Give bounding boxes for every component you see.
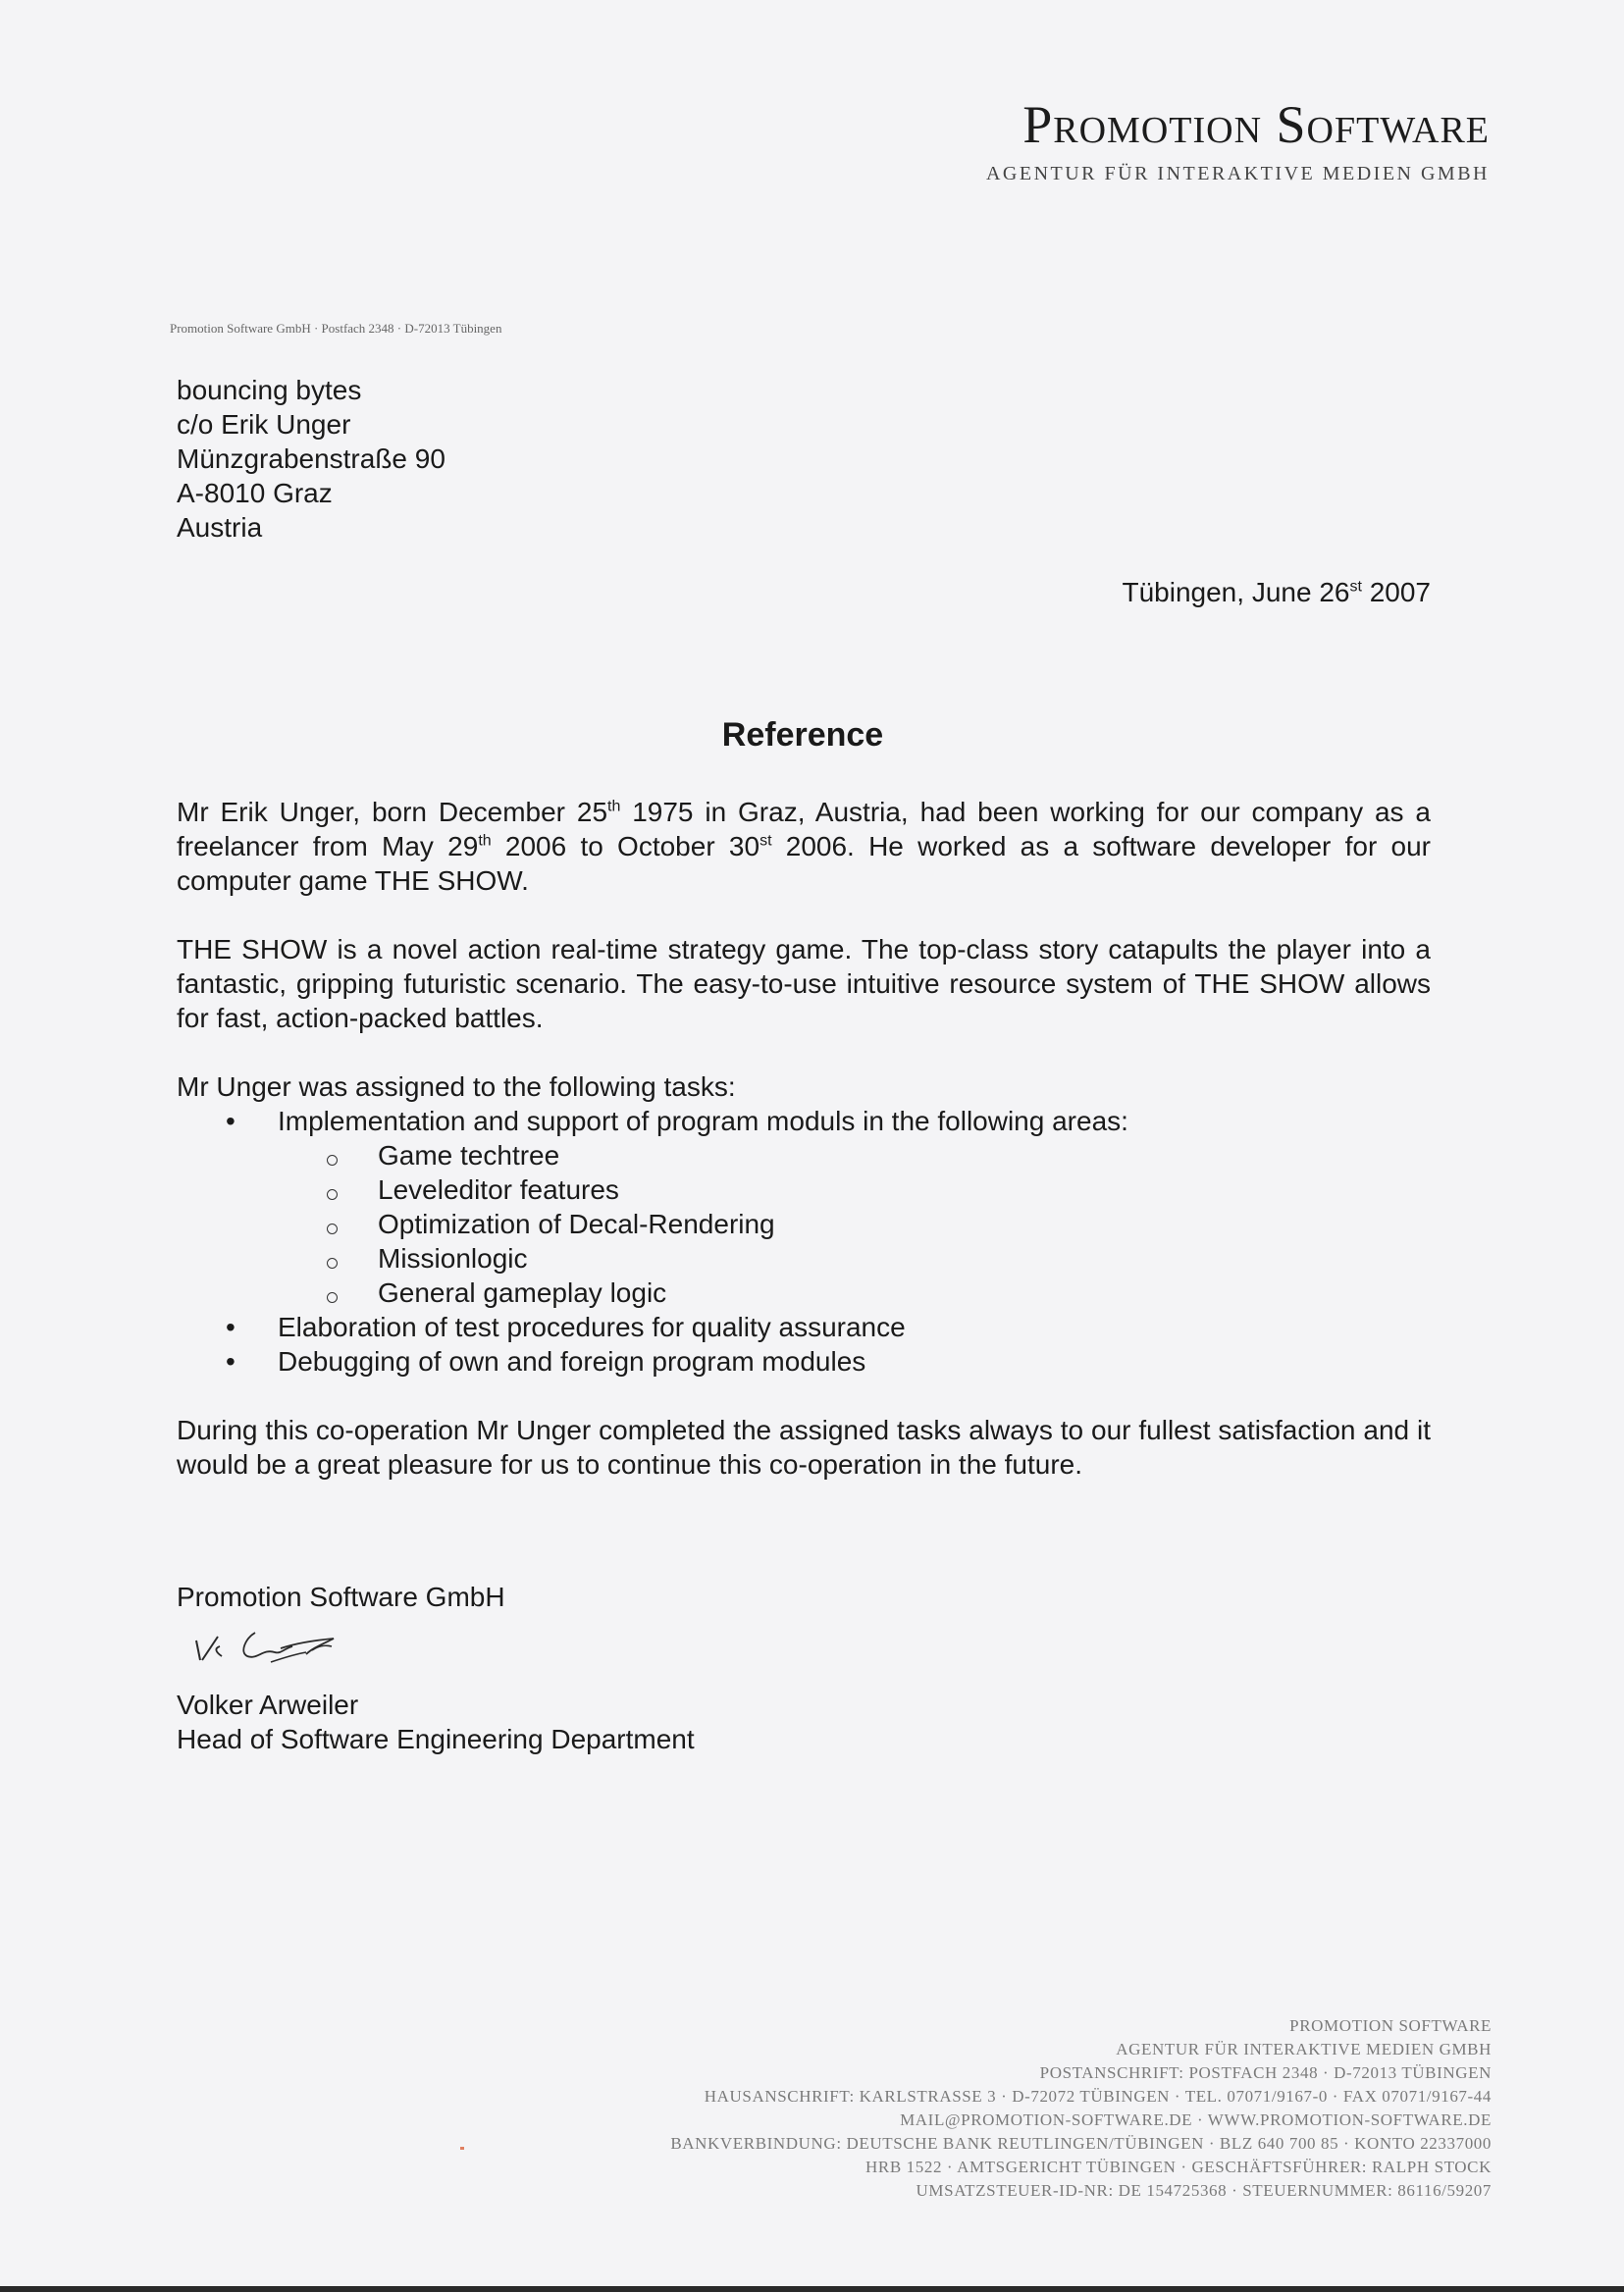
date-year: 2007 xyxy=(1369,577,1431,607)
text-segment: 1975 in Graz, Austria, had been working for our company as a freelancer from May 29 xyxy=(177,797,1431,861)
footer-line: AGENTUR FÜR INTERAKTIVE MEDIEN GMBH xyxy=(1116,2040,1492,2058)
subtask-list xyxy=(278,1138,1431,1310)
text-segment: 2006. He worked as a software developer for our computer game THE SHOW. xyxy=(177,831,1431,896)
scan-edge xyxy=(0,2286,1624,2292)
scan-speck xyxy=(460,2147,464,2150)
footer-line: PROMOTION SOFTWARE xyxy=(1289,2016,1492,2035)
recipient-line: Münzgrabenstraße 90 xyxy=(177,443,445,474)
recipient-line: Austria xyxy=(177,512,263,543)
task-item xyxy=(177,1104,1431,1310)
text-segment: Mr Erik Unger, born December 25 xyxy=(177,797,608,827)
closing-company: Promotion Software GmbH xyxy=(177,1582,505,1612)
paragraph-employment xyxy=(177,795,1431,898)
letterhead-footer xyxy=(670,2014,1492,2203)
letterhead xyxy=(985,95,1490,185)
recipient-line: bouncing bytes xyxy=(177,375,362,405)
date-suffix: st xyxy=(1349,578,1362,596)
recipient-address xyxy=(177,373,445,545)
paragraph-tasks-intro: Mr Unger was assigned to the following tasks: xyxy=(177,1071,736,1102)
signer-block xyxy=(177,1688,695,1756)
recipient-line: c/o Erik Unger xyxy=(177,409,351,440)
company-name: Promotion Software xyxy=(1022,95,1490,154)
sender-return-address: Promotion Software GmbH · Postfach 2348 · D-72013 Tübingen xyxy=(170,321,502,336)
signer-position: Head of Software Engineering Department xyxy=(177,1724,695,1754)
footer-line: HAUSANSCHRIFT: KARLSTRASSE 3 · D-72072 TÜBINGEN · TEL. 07071/9167-0 · FAX 07071/9167-44 xyxy=(704,2087,1492,2106)
subtask-item: Missionlogic xyxy=(278,1241,1431,1276)
task-text: Implementation and support of program moduls in the following areas: xyxy=(278,1106,1128,1136)
document-title: Reference xyxy=(721,716,884,754)
paragraph-game-description: THE SHOW is a novel action real-time strategy game. The top-class story catapults the player into a fantastic, gripping futuristic scenario. The easy-to-use intuitive resource system of THE SHOW allows for fast, action-packed battles. xyxy=(177,934,1431,1033)
text-segment: 2006 to October 30 xyxy=(491,831,760,861)
handwritten-signature xyxy=(184,1619,430,1697)
signer-name: Volker Arweiler xyxy=(177,1690,359,1720)
letter-date xyxy=(1123,577,1432,608)
footer-line: BANKVERBINDUNG: DEUTSCHE BANK REUTLINGEN/TÜBINGEN · BLZ 640 700 85 · KONTO 22337000 xyxy=(670,2134,1492,2153)
task-item: • Debugging of own and foreign program modules xyxy=(177,1344,1431,1379)
ordinal-suffix: th xyxy=(607,798,621,815)
paragraph-conclusion: During this co-operation Mr Unger completed the assigned tasks always to our fullest satisfaction and it would be a great pleasure for us to continue this co-operation in the future. xyxy=(177,1415,1431,1480)
footer-line: POSTANSCHRIFT: POSTFACH 2348 · D-72013 TÜBINGEN xyxy=(1039,2063,1492,2082)
subtask-item: Leveleditor features xyxy=(278,1172,1431,1207)
footer-line: UMSATZSTEUER-ID-NR: DE 154725368 · STEUERNUMMER: 86116/59207 xyxy=(916,2181,1492,2200)
subtask-item: General gameplay logic xyxy=(278,1276,1431,1310)
task-item: • Elaboration of test procedures for quality assurance xyxy=(177,1310,1431,1344)
footer-line: HRB 1522 · AMTSGERICHT TÜBINGEN · GESCHÄFTSFÜHRER: RALPH STOCK xyxy=(865,2158,1492,2176)
task-list xyxy=(177,1104,1431,1379)
ordinal-suffix: st xyxy=(760,832,772,850)
subtask-item: Game techtree xyxy=(278,1138,1431,1172)
footer-line: MAIL@PROMOTION-SOFTWARE.DE · WWW.PROMOTION-SOFTWARE.DE xyxy=(900,2110,1492,2129)
recipient-line: A-8010 Graz xyxy=(177,478,333,508)
subtask-item: Optimization of Decal-Rendering xyxy=(278,1207,1431,1241)
letter-body xyxy=(177,795,1431,1516)
date-text: Tübingen, June 26 xyxy=(1122,577,1350,607)
company-subtitle: AGENTUR FÜR INTERAKTIVE MEDIEN GMBH xyxy=(985,163,1490,184)
ordinal-suffix: th xyxy=(478,832,492,850)
